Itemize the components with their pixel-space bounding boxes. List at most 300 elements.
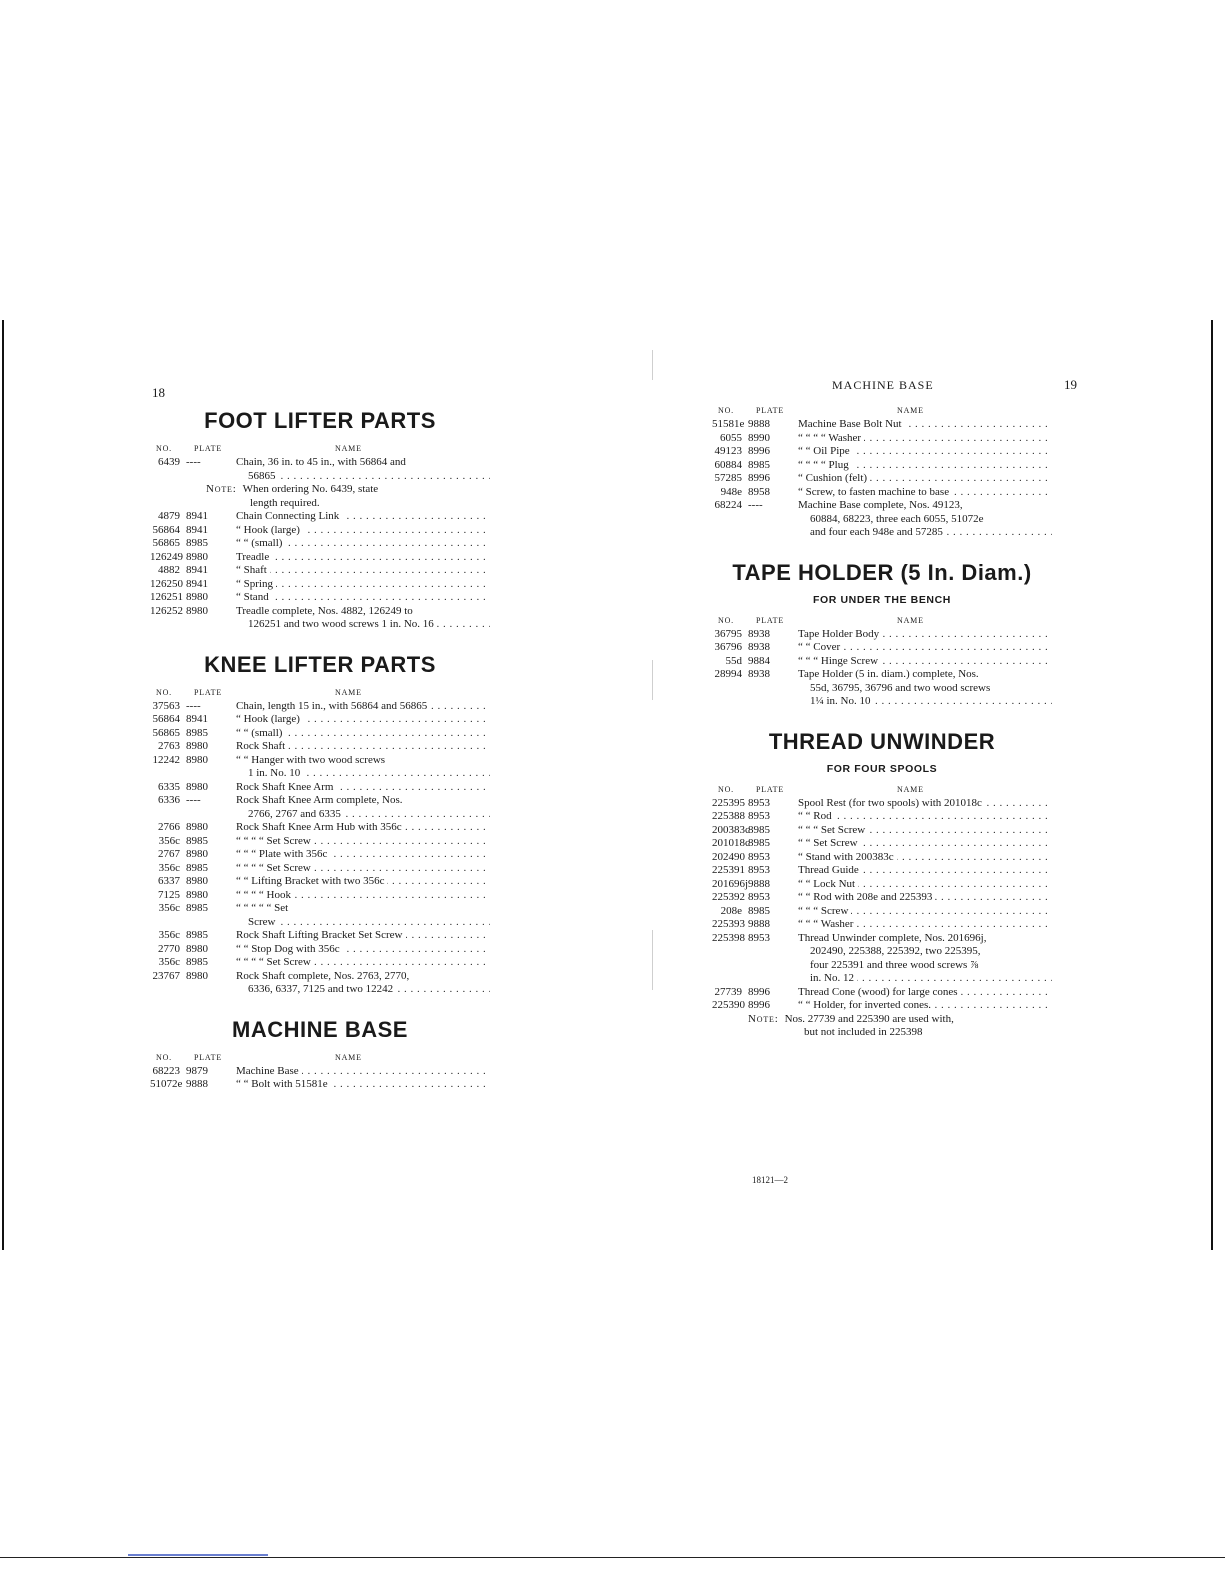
section-title: FOOT LIFTER PARTS	[204, 408, 436, 433]
plate-number: 8938	[748, 627, 770, 640]
part-name-text: “ “ Stop Dog with 356c	[236, 943, 343, 955]
plate-number: 9888	[748, 918, 770, 930]
column-header-name: NAME	[335, 1052, 362, 1062]
part-number: 2763	[158, 740, 180, 752]
part-name	[236, 524, 490, 538]
part-name-text: Thread Guide	[798, 864, 862, 876]
part-number: 948e	[720, 485, 742, 498]
plate-number: 8980	[186, 875, 208, 887]
section-title: TAPE HOLDER (5 In. Diam.)	[732, 559, 1032, 585]
part-number: 37563	[152, 699, 180, 712]
plate-number: 8941	[186, 713, 208, 725]
part-name	[798, 486, 1052, 500]
plate-number: 8980	[186, 604, 208, 617]
plate-number: 8990	[748, 431, 770, 444]
part-name	[798, 418, 1052, 432]
part-name-continuation	[712, 682, 1052, 696]
section-title: MACHINE BASE	[232, 1016, 408, 1042]
part-name-text: “ “ Holder, for inverted cones.	[798, 999, 934, 1011]
part-name-continuation	[150, 983, 490, 997]
part-number: 225391	[712, 864, 745, 876]
right-edge-rule	[1211, 320, 1213, 1250]
section-subtitle: FOR UNDER THE BENCH	[813, 593, 951, 606]
parts-row	[150, 794, 490, 808]
part-name-continuation	[712, 945, 1052, 959]
part-name	[236, 1065, 490, 1079]
continuation-text: four 225391 and three wood screws ⅞	[810, 959, 981, 971]
parts-row	[712, 999, 1052, 1013]
part-number: 12242	[152, 753, 180, 766]
part-name	[798, 986, 1052, 1000]
column-header-name: NAME	[897, 615, 924, 625]
part-number: 23767	[152, 969, 180, 982]
part-number: 6439	[158, 456, 180, 468]
part-number: 51072e	[150, 1078, 183, 1090]
parts-row	[150, 929, 490, 943]
parts-row	[150, 943, 490, 957]
part-name-text: “ “ “ “ Plug	[798, 459, 852, 471]
part-name-text: “ “ Rod	[798, 810, 835, 822]
continuation-text: 1¼ in. No. 10	[810, 695, 874, 707]
plate-number: 8980	[186, 848, 208, 860]
part-number: 126251	[150, 591, 183, 603]
part-name-text: “ “ (small)	[236, 537, 285, 549]
part-name-text: Rock Shaft Knee Arm complete, Nos.	[236, 794, 406, 806]
column-header-no: NO.	[718, 406, 734, 415]
parts-row	[150, 754, 490, 768]
part-number: 55d	[725, 654, 742, 667]
part-name-text: “ Screw, to fasten machine to base	[798, 486, 952, 498]
part-name-text: “ “ “ Set Screw	[798, 824, 868, 836]
parts-row	[712, 878, 1052, 892]
column-headers	[712, 785, 1052, 797]
part-name-text: “ Spring	[236, 578, 276, 590]
left-page-number: 18	[152, 385, 165, 400]
part-number: 56865	[152, 537, 180, 549]
part-number: 6337	[158, 875, 180, 887]
parts-row	[712, 837, 1052, 851]
part-number: 56864	[152, 523, 180, 536]
parts-section	[150, 652, 490, 997]
part-name-text: “ “ “ “ Set Screw	[236, 862, 314, 874]
part-number: 28994	[714, 668, 742, 680]
plate-number: 8980	[186, 942, 208, 955]
part-name-text: “ Cushion (felt)	[798, 472, 870, 484]
column-header-plate: PLATE	[756, 784, 784, 794]
parts-row	[712, 445, 1052, 459]
continuation-text: Screw	[248, 916, 279, 928]
plate-number: ----	[186, 456, 201, 468]
part-number: 2767	[158, 848, 180, 860]
plate-number: 8980	[186, 969, 208, 982]
plate-number: 8980	[186, 740, 208, 752]
part-name	[236, 551, 490, 565]
part-name	[798, 932, 1052, 946]
parts-row	[150, 970, 490, 984]
part-name-text: “ “ Set Screw	[798, 837, 861, 849]
parts-row	[150, 835, 490, 849]
plate-number: 8985	[186, 861, 208, 874]
column-headers	[712, 616, 1052, 628]
plate-number: 8985	[186, 834, 208, 847]
part-name	[798, 810, 1052, 824]
note-text: Nos. 27739 and 225390 are used with,	[784, 1012, 954, 1025]
parts-section	[712, 729, 1052, 1040]
part-name	[236, 821, 490, 835]
part-name-text: Machine Base Bolt Nut	[798, 418, 905, 430]
plate-number: 8953	[748, 796, 770, 809]
column-header-plate: PLATE	[194, 444, 222, 453]
part-name-text: Rock Shaft Knee Arm	[236, 781, 336, 793]
part-number: 4882	[158, 564, 180, 576]
part-number: 126249	[150, 550, 183, 563]
part-name	[798, 628, 1052, 642]
plate-number: 8996	[748, 472, 770, 484]
plate-number: 8980	[186, 550, 208, 563]
plate-number: 8980	[186, 591, 208, 603]
continuation-text: 202490, 225388, 225392, two 225395,	[810, 945, 984, 957]
part-number: 356c	[158, 929, 180, 941]
section-note-line	[712, 1013, 1052, 1027]
part-name-text: “ “ Oil Pipe	[798, 445, 853, 457]
plate-number: 8953	[748, 891, 770, 903]
part-name	[798, 851, 1052, 865]
plate-number: 8985	[186, 726, 208, 739]
part-name-continuation	[712, 959, 1052, 973]
parts-row	[150, 510, 490, 524]
plate-number: 8941	[186, 523, 208, 536]
part-number: 2766	[158, 821, 180, 833]
plate-number: 8980	[186, 888, 208, 901]
plate-number: 8953	[748, 850, 770, 863]
parts-row	[712, 432, 1052, 446]
part-name	[236, 456, 490, 470]
part-name	[236, 875, 490, 889]
running-head: MACHINE BASE	[832, 378, 934, 392]
parts-row	[712, 459, 1052, 473]
part-name-text: Tape Holder (5 in. diam.) complete, Nos.	[798, 668, 982, 680]
part-name	[798, 459, 1052, 473]
column-header-no: NO.	[718, 784, 734, 794]
column-header-no: NO.	[156, 687, 172, 697]
continuation-text: 126251 and two wood screws 1 in. No. 16	[248, 618, 437, 630]
plate-number: 8941	[186, 510, 208, 522]
part-name	[798, 891, 1052, 905]
part-name-text: “ “ “ Screw	[798, 905, 851, 917]
part-name	[798, 824, 1052, 838]
column-headers	[712, 406, 1052, 418]
parts-row	[712, 918, 1052, 932]
parts-row	[712, 864, 1052, 878]
column-header-name: NAME	[335, 687, 362, 697]
plate-number: 8996	[748, 999, 770, 1011]
part-name	[798, 499, 1052, 513]
part-name-text: Rock Shaft	[236, 740, 288, 752]
plate-number: 8980	[186, 780, 208, 793]
part-number: 225398	[712, 931, 745, 944]
part-number: 68223	[152, 1064, 180, 1077]
part-number: 36795	[714, 627, 742, 640]
plate-number: 8985	[186, 929, 208, 941]
plate-number: 8985	[186, 956, 208, 968]
part-name-text: “ “ “ Washer	[798, 918, 856, 930]
plate-number: 8985	[748, 904, 770, 917]
parts-row	[712, 472, 1052, 486]
part-name-text: Thread Cone (wood) for large cones	[798, 986, 961, 998]
column-headers	[150, 688, 490, 700]
part-name	[798, 837, 1052, 851]
plate-number: 8953	[748, 864, 770, 876]
parts-row	[712, 418, 1052, 432]
part-name-text: “ Hook (large)	[236, 713, 303, 725]
part-name-text: “ Stand with 200383c	[798, 851, 897, 863]
parts-section	[150, 1017, 490, 1092]
plate-number: 8985	[748, 837, 770, 849]
parts-row	[150, 875, 490, 889]
continuation-text: 55d, 36795, 36796 and two wood screws	[810, 682, 993, 694]
column-header-name: NAME	[897, 784, 924, 794]
part-name-text: “ “ Lock Nut	[798, 878, 858, 890]
parts-row	[150, 591, 490, 605]
part-number: 6055	[720, 431, 742, 444]
column-header-name: NAME	[335, 444, 362, 453]
part-name-text: Chain, length 15 in., with 56864 and 56865	[236, 700, 430, 712]
section-note-line	[712, 1026, 1052, 1040]
part-name-text: “ “ “ “ “ Set	[236, 902, 291, 914]
parts-row	[150, 456, 490, 470]
part-name-text: Tape Holder Body	[798, 628, 882, 640]
part-number: 2770	[158, 942, 180, 955]
part-number: 68224	[714, 499, 742, 511]
part-name	[236, 713, 490, 727]
parts-row	[150, 848, 490, 862]
parts-row	[712, 668, 1052, 682]
center-gutter-mark	[652, 930, 653, 990]
part-name-text: “ “ “ “ Hook	[236, 889, 294, 901]
part-name-text: “ “ “ Plate with 356c	[236, 848, 330, 860]
left-edge-rule	[2, 320, 4, 1250]
part-name	[798, 445, 1052, 459]
parts-row	[712, 905, 1052, 919]
center-gutter-mark	[652, 660, 653, 700]
part-name-continuation	[712, 695, 1052, 709]
plate-number: 9879	[186, 1064, 208, 1077]
part-number: 36796	[714, 641, 742, 653]
part-name	[236, 591, 490, 605]
plate-number: 8996	[748, 445, 770, 457]
bottom-rule	[0, 1557, 1225, 1558]
part-name-text: “ “ “ “ Washer	[798, 432, 864, 444]
parts-row	[150, 1078, 490, 1092]
parts-row	[712, 810, 1052, 824]
continuation-text: and four each 948e and 57285	[810, 526, 946, 538]
part-number: 201696j	[712, 877, 749, 890]
note-line	[150, 483, 490, 497]
parts-row	[150, 727, 490, 741]
part-name	[798, 878, 1052, 892]
column-header-no: NO.	[156, 444, 172, 453]
plate-number: ----	[186, 699, 201, 712]
part-name	[798, 641, 1052, 655]
part-number: 7125	[158, 888, 180, 901]
part-name-text: Machine Base	[236, 1065, 302, 1077]
part-name	[236, 605, 490, 619]
part-number: 356c	[158, 834, 180, 847]
parts-row	[150, 821, 490, 835]
part-number: 225392	[712, 891, 745, 903]
part-name	[236, 794, 490, 808]
part-name	[236, 537, 490, 551]
column-headers	[150, 444, 490, 456]
right-page-number: 19	[1064, 377, 1077, 392]
part-name-continuation	[150, 470, 490, 484]
column-header-name: NAME	[897, 406, 924, 415]
part-name-continuation	[150, 916, 490, 930]
continuation-text: 2766, 2767 and 6335	[248, 808, 344, 820]
parts-row	[150, 1065, 490, 1079]
plate-number: ----	[186, 794, 201, 806]
part-number: 60884	[714, 458, 742, 471]
part-name	[798, 918, 1052, 932]
parts-row	[712, 851, 1052, 865]
part-number: 225393	[712, 918, 745, 930]
continuation-text: in. No. 12	[810, 972, 857, 984]
parts-row	[712, 486, 1052, 500]
parts-row	[712, 932, 1052, 946]
plate-number: 9884	[748, 654, 770, 667]
plate-number: 8985	[748, 823, 770, 836]
part-name-text: Treadle complete, Nos. 4882, 126249 to	[236, 605, 416, 617]
parts-row	[150, 537, 490, 551]
part-name-text: “ Stand	[236, 591, 272, 603]
part-name-text: “ “ Rod with 208e and 225393	[798, 891, 935, 903]
plate-number: 8958	[748, 485, 770, 498]
part-name-text: “ “ Lifting Bracket with two 356c	[236, 875, 387, 887]
parts-row	[150, 902, 490, 916]
plate-number: 8941	[186, 577, 208, 590]
plate-number: 8985	[186, 537, 208, 549]
part-number: 27739	[714, 985, 742, 998]
parts-section	[150, 408, 490, 632]
parts-row	[712, 499, 1052, 513]
part-number: 225395	[712, 796, 745, 809]
part-number: 225390	[712, 999, 745, 1011]
part-number: 4879	[158, 510, 180, 522]
plate-number: ----	[748, 499, 763, 511]
parts-row	[150, 551, 490, 565]
part-name-continuation	[712, 972, 1052, 986]
part-number: 56865	[152, 726, 180, 739]
part-number: 51581e	[712, 418, 745, 430]
parts-row	[150, 713, 490, 727]
part-name	[798, 668, 1052, 682]
note-text: but not included in 225398	[804, 1026, 923, 1038]
part-name-continuation	[712, 526, 1052, 540]
parts-row	[712, 986, 1052, 1000]
part-number: 208e	[720, 904, 742, 917]
part-name	[236, 781, 490, 795]
part-name-text: Machine Base complete, Nos. 49123,	[798, 499, 966, 511]
plate-number: 8941	[186, 564, 208, 576]
plate-number: 8996	[748, 985, 770, 998]
parts-section	[712, 560, 1052, 709]
plate-number: 8980	[186, 821, 208, 833]
part-name	[798, 999, 1052, 1013]
plate-number: 8985	[186, 902, 208, 914]
part-name	[236, 578, 490, 592]
part-name	[236, 835, 490, 849]
parts-section	[712, 406, 1052, 540]
plate-number: 8953	[748, 931, 770, 944]
part-name-continuation	[150, 767, 490, 781]
parts-row	[150, 564, 490, 578]
part-name-text: Rock Shaft Knee Arm Hub with 356c	[236, 821, 405, 833]
part-number: 6335	[158, 780, 180, 793]
parts-row	[150, 605, 490, 619]
selection-mark	[128, 1554, 268, 1556]
part-number: 356c	[158, 861, 180, 874]
column-headers	[150, 1053, 490, 1065]
part-name	[798, 797, 1052, 811]
part-name-text: Chain, 36 in. to 45 in., with 56864 and	[236, 456, 409, 468]
parts-row	[712, 824, 1052, 838]
part-name-text: Rock Shaft complete, Nos. 2763, 2770,	[236, 970, 412, 982]
part-name	[798, 432, 1052, 446]
part-name-continuation	[150, 618, 490, 632]
plate-number: 9888	[748, 877, 770, 890]
column-header-plate: PLATE	[194, 1052, 222, 1062]
part-name	[236, 740, 490, 754]
parts-row	[150, 781, 490, 795]
part-name	[236, 1078, 490, 1092]
section-subtitle: FOR FOUR SPOOLS	[826, 762, 938, 775]
plate-number: 8953	[748, 810, 770, 822]
plate-number: 9888	[186, 1078, 208, 1090]
part-number: 225388	[712, 810, 745, 822]
continuation-text: 60884, 68223, three each 6055, 51072e	[810, 513, 987, 525]
part-name	[236, 727, 490, 741]
part-name	[798, 472, 1052, 486]
part-number: 356c	[158, 956, 180, 968]
parts-row	[712, 628, 1052, 642]
continuation-text: 6336, 6337, 7125 and two 12242	[248, 983, 396, 995]
parts-row	[712, 797, 1052, 811]
part-name	[236, 754, 490, 768]
part-number: 200383c	[712, 823, 750, 836]
plate-number: 8985	[748, 458, 770, 471]
part-name-text: “ Shaft	[236, 564, 270, 576]
column-header-no: NO.	[718, 615, 734, 625]
parts-row	[150, 740, 490, 754]
note-line	[150, 497, 490, 511]
section-title: KNEE LIFTER PARTS	[204, 651, 436, 677]
parts-row	[150, 578, 490, 592]
part-name	[798, 655, 1052, 669]
right-page	[712, 406, 1052, 1040]
part-name	[236, 970, 490, 984]
continuation-text: 56865	[248, 470, 279, 482]
part-name-text: “ “ “ “ Set Screw	[236, 835, 314, 847]
part-name-text: Spool Rest (for two spools) with 201018c	[798, 797, 985, 809]
part-number: 126250	[150, 577, 183, 590]
part-name	[236, 902, 490, 916]
part-number: 201018c	[712, 837, 750, 849]
part-number: 202490	[712, 850, 745, 863]
part-name-text: “ “ “ “ Set Screw	[236, 956, 314, 968]
part-number: 57285	[714, 472, 742, 484]
part-name-continuation	[150, 808, 490, 822]
plate-number: 8980	[186, 753, 208, 766]
